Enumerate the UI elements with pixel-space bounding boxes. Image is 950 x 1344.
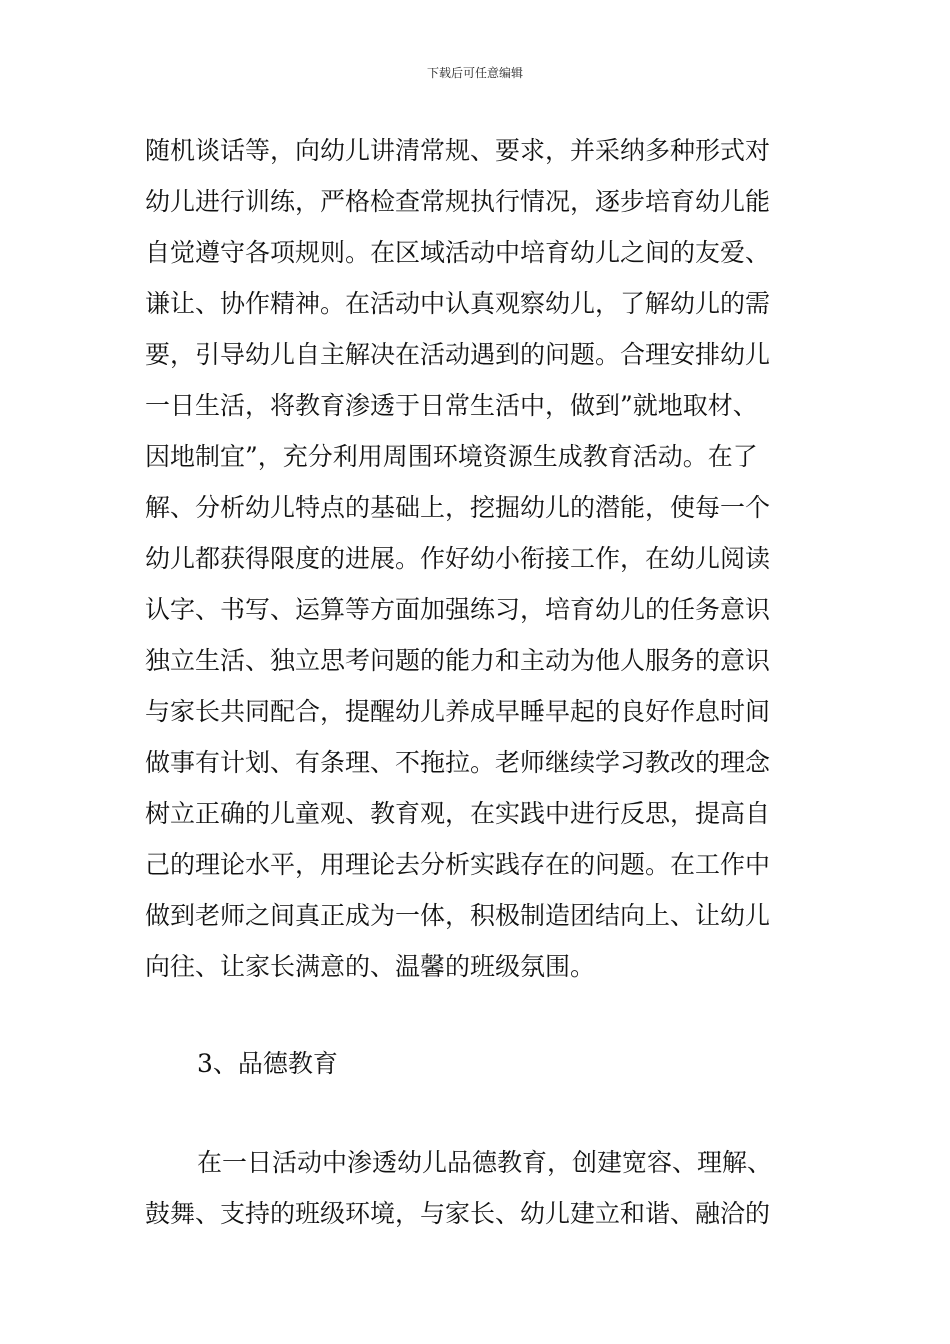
text-line: 幼儿都获得限度的进展。作好幼小衔接工作，在幼儿阅读 [145,544,771,573]
text-line: 在一日活动中渗透幼儿品德教育，创建宽容、理解、 [197,1148,773,1177]
text-line: 谦让、协作精神。在活动中认真观察幼儿，了解幼儿的需 [145,289,771,318]
text-line: 向往、让家长满意的、温馨的班级氛围。 [145,952,596,981]
text-line: 树立正确的儿童观、教育观，在实践中进行反思，提高自 [145,799,771,828]
text-line: 鼓舞、支持的班级环境，与家长、幼儿建立和谐、融洽的 [145,1199,771,1228]
text-line: 己的理论水平，用理论去分析实践存在的问题。在工作中 [145,850,771,879]
text-line: 独立生活、独立思考问题的能力和主动为他人服务的意识 [145,646,771,675]
text-line: 做到老师之间真正成为一体，积极制造团结向上、让幼儿 [145,901,771,930]
text-line: 做事有计划、有条理、不拖拉。老师继续学习教改的理念 [145,748,771,777]
text-line: 认字、书写、运算等方面加强练习，培育幼儿的任务意识 [145,595,771,624]
page-header: 下载后可任意编辑 [426,66,523,80]
text-line: 因地制宜”，充分利用周围环境资源生成教育活动。在了 [145,442,758,471]
section-heading: 3、品德教育 [197,1049,338,1078]
text-line: 与家长共同配合，提醒幼儿养成早睡早起的良好作息时间 [145,697,771,726]
text-line: 随机谈话等，向幼儿讲清常规、要求，并采纳多种形式对 [145,136,771,165]
text-line: 幼儿进行训练，严格检查常规执行情况，逐步培育幼儿能 [145,187,771,216]
text-line: 要，引导幼儿自主解决在活动遇到的问题。合理安排幼儿 [145,340,771,369]
text-line: 解、分析幼儿特点的基础上，挖掘幼儿的潜能，使每一个 [145,493,771,522]
text-line: 自觉遵守各项规则。在区域活动中培育幼儿之间的友爱、 [145,238,771,267]
text-line: 一日生活，将教育渗透于日常生活中，做到”就地取材、 [145,391,758,420]
